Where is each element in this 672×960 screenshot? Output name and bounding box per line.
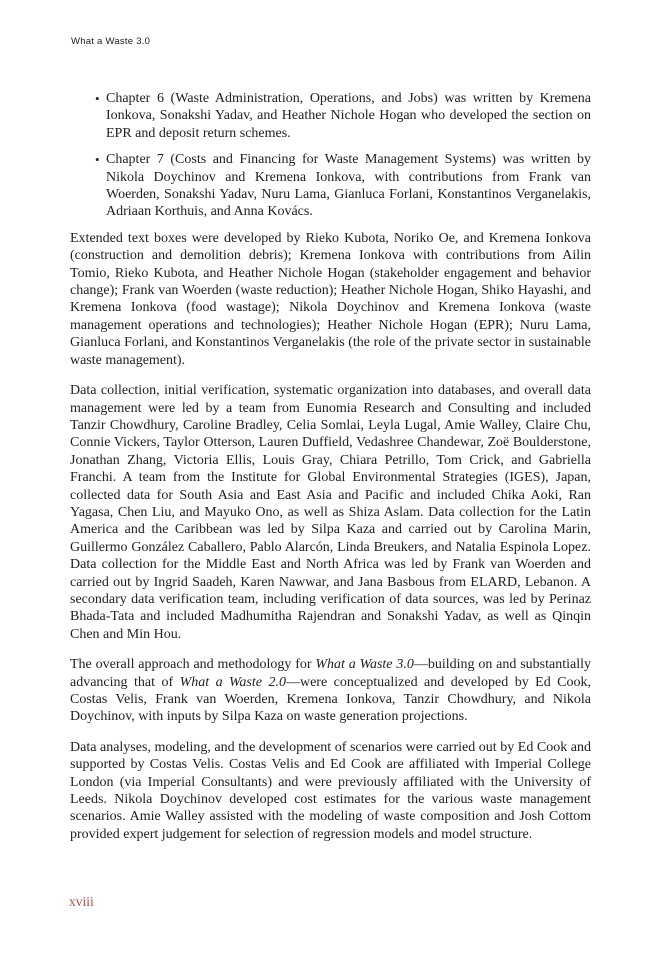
list-item-text: Chapter 7 (Costs and Financing for Waste Management Systems) was written by Nikola Doychinov and Kremena Ionkova, with contributions from Frank van Woerden, Sonakshi Yadav, Nuru Lama, Gianluca Forlani, Konstantinos Verganelakis, Adriaan Korthuis, and Anna Kovács. — [106, 152, 591, 220]
page-number: xviii — [69, 894, 94, 909]
paragraph-data-collection: Data collection, initial verification, systematic organization into databases, and overall data management were led by a team from Eunomia Research and Consulting and included Tanzir Chowdhury, Caroline Bradley, Celia Somlai, Leyla Lugal, Amie Walley, Claire Chu, Connie Vickers, Taylor Otterson, Lauren Duffield, Vedashree Chandewar, Zoë Boulderstone, Jonathan Zhang, Victoria Ellis, Louis Gray, Chiara Petrillo, Tom Crick, and Gabriella Franchi. A team from the Institute for Global Environmental Strategies (IGES), Japan, collected data for South Asia and East Asia and Pacific and included Chika Aoki, Ran Yagasa, Chen Liu, and Mayuko Ono, as well as Shiza Aslam. Data collection for the Latin America and the Caribbean was led by Silpa Kaza and carried out by Carolina Marin, Guillermo González Caballero, Pablo Alarcón, Linda Breukers, and Natalia Espinola Lopez. Data collection for the Middle East and North Africa was led by Frank van Woerden and carried out by Ingrid Saadeh, Karen Nawwar, and Jana Basbous from ELARD, Lebanon. A secondary data verification team, including verification of data sources, was led by Perinaz Bhada-Tata and included Madhumitha Rajendran and Sonakshi Yadav, as well as Qinqin Chen and Min Hou. — [70, 383, 591, 642]
bullet-marker: • — [95, 91, 100, 106]
methodology-text: —building on and substantially advancing that of — [70, 657, 591, 690]
chapter-credits-list — [70, 90, 591, 221]
list-item-text: Chapter 6 (Waste Administration, Operations, and Jobs) was written by Kremena Ionkova, Sonakshi Yadav, and Heather Nichole Hogan who developed the section on EPR and deposit return schemes. — [106, 91, 591, 141]
running-header: What a Waste 3.0 — [71, 36, 151, 47]
paragraph-methodology — [70, 656, 591, 726]
book-title-waw2: What a Waste 2.0 — [179, 674, 286, 690]
list-item-chapter-6 — [70, 90, 591, 142]
paragraph-data-analyses: Data analyses, modeling, and the development of scenarios were carried out by Ed Cook and supported by Costas Velis. Costas Velis and Ed Cook are affiliated with Imperial College London (via Imperial Consultants) and were previously affiliated with the University of Leeds. Nikola Doychinov developed cost estimates for the various waste management scenarios. Amie Walley assisted with the modeling of waste composition and Josh Cottom provided expert judgement for selection of regression models and model structure. — [70, 739, 591, 842]
bullet-marker: • — [95, 152, 100, 168]
methodology-text: —were conceptualized and developed by Ed Cook, Costas Velis, Frank van Woerden, Kremena Ionkova, Tanzir Chowdhury, and Nikola Doychinov, with inputs by Silpa Kaza on waste generation projections. — [70, 674, 592, 725]
page-content — [70, 90, 591, 856]
paragraph-extended-text-boxes: Extended text boxes were developed by Rieko Kubota, Noriko Oe, and Kremena Ionkova (construction and demolition debris); Kremena Ionkova with contributions from Ailin Tomio, Rieko Kubota, and Heather Nichole Hogan (stakeholder engagement and behavior change); Frank van Woerden (waste reduction); Heather Nichole Hogan, Shiko Hayashi, and Kremena Ionkova (food wastage); Nikola Doychinov and Kremena Ionkova (waste management operations and technologies); Heather Nichole Hogan (EPR); Nuru Lama, Gianluca Forlani, and Konstantinos Verganelakis (the role of the private sector in sustainable waste management). — [70, 230, 591, 368]
list-item-chapter-7 — [70, 151, 591, 221]
methodology-text: The overall approach and methodology for — [70, 657, 316, 673]
book-title-waw3: What a Waste 3.0 — [315, 657, 414, 673]
